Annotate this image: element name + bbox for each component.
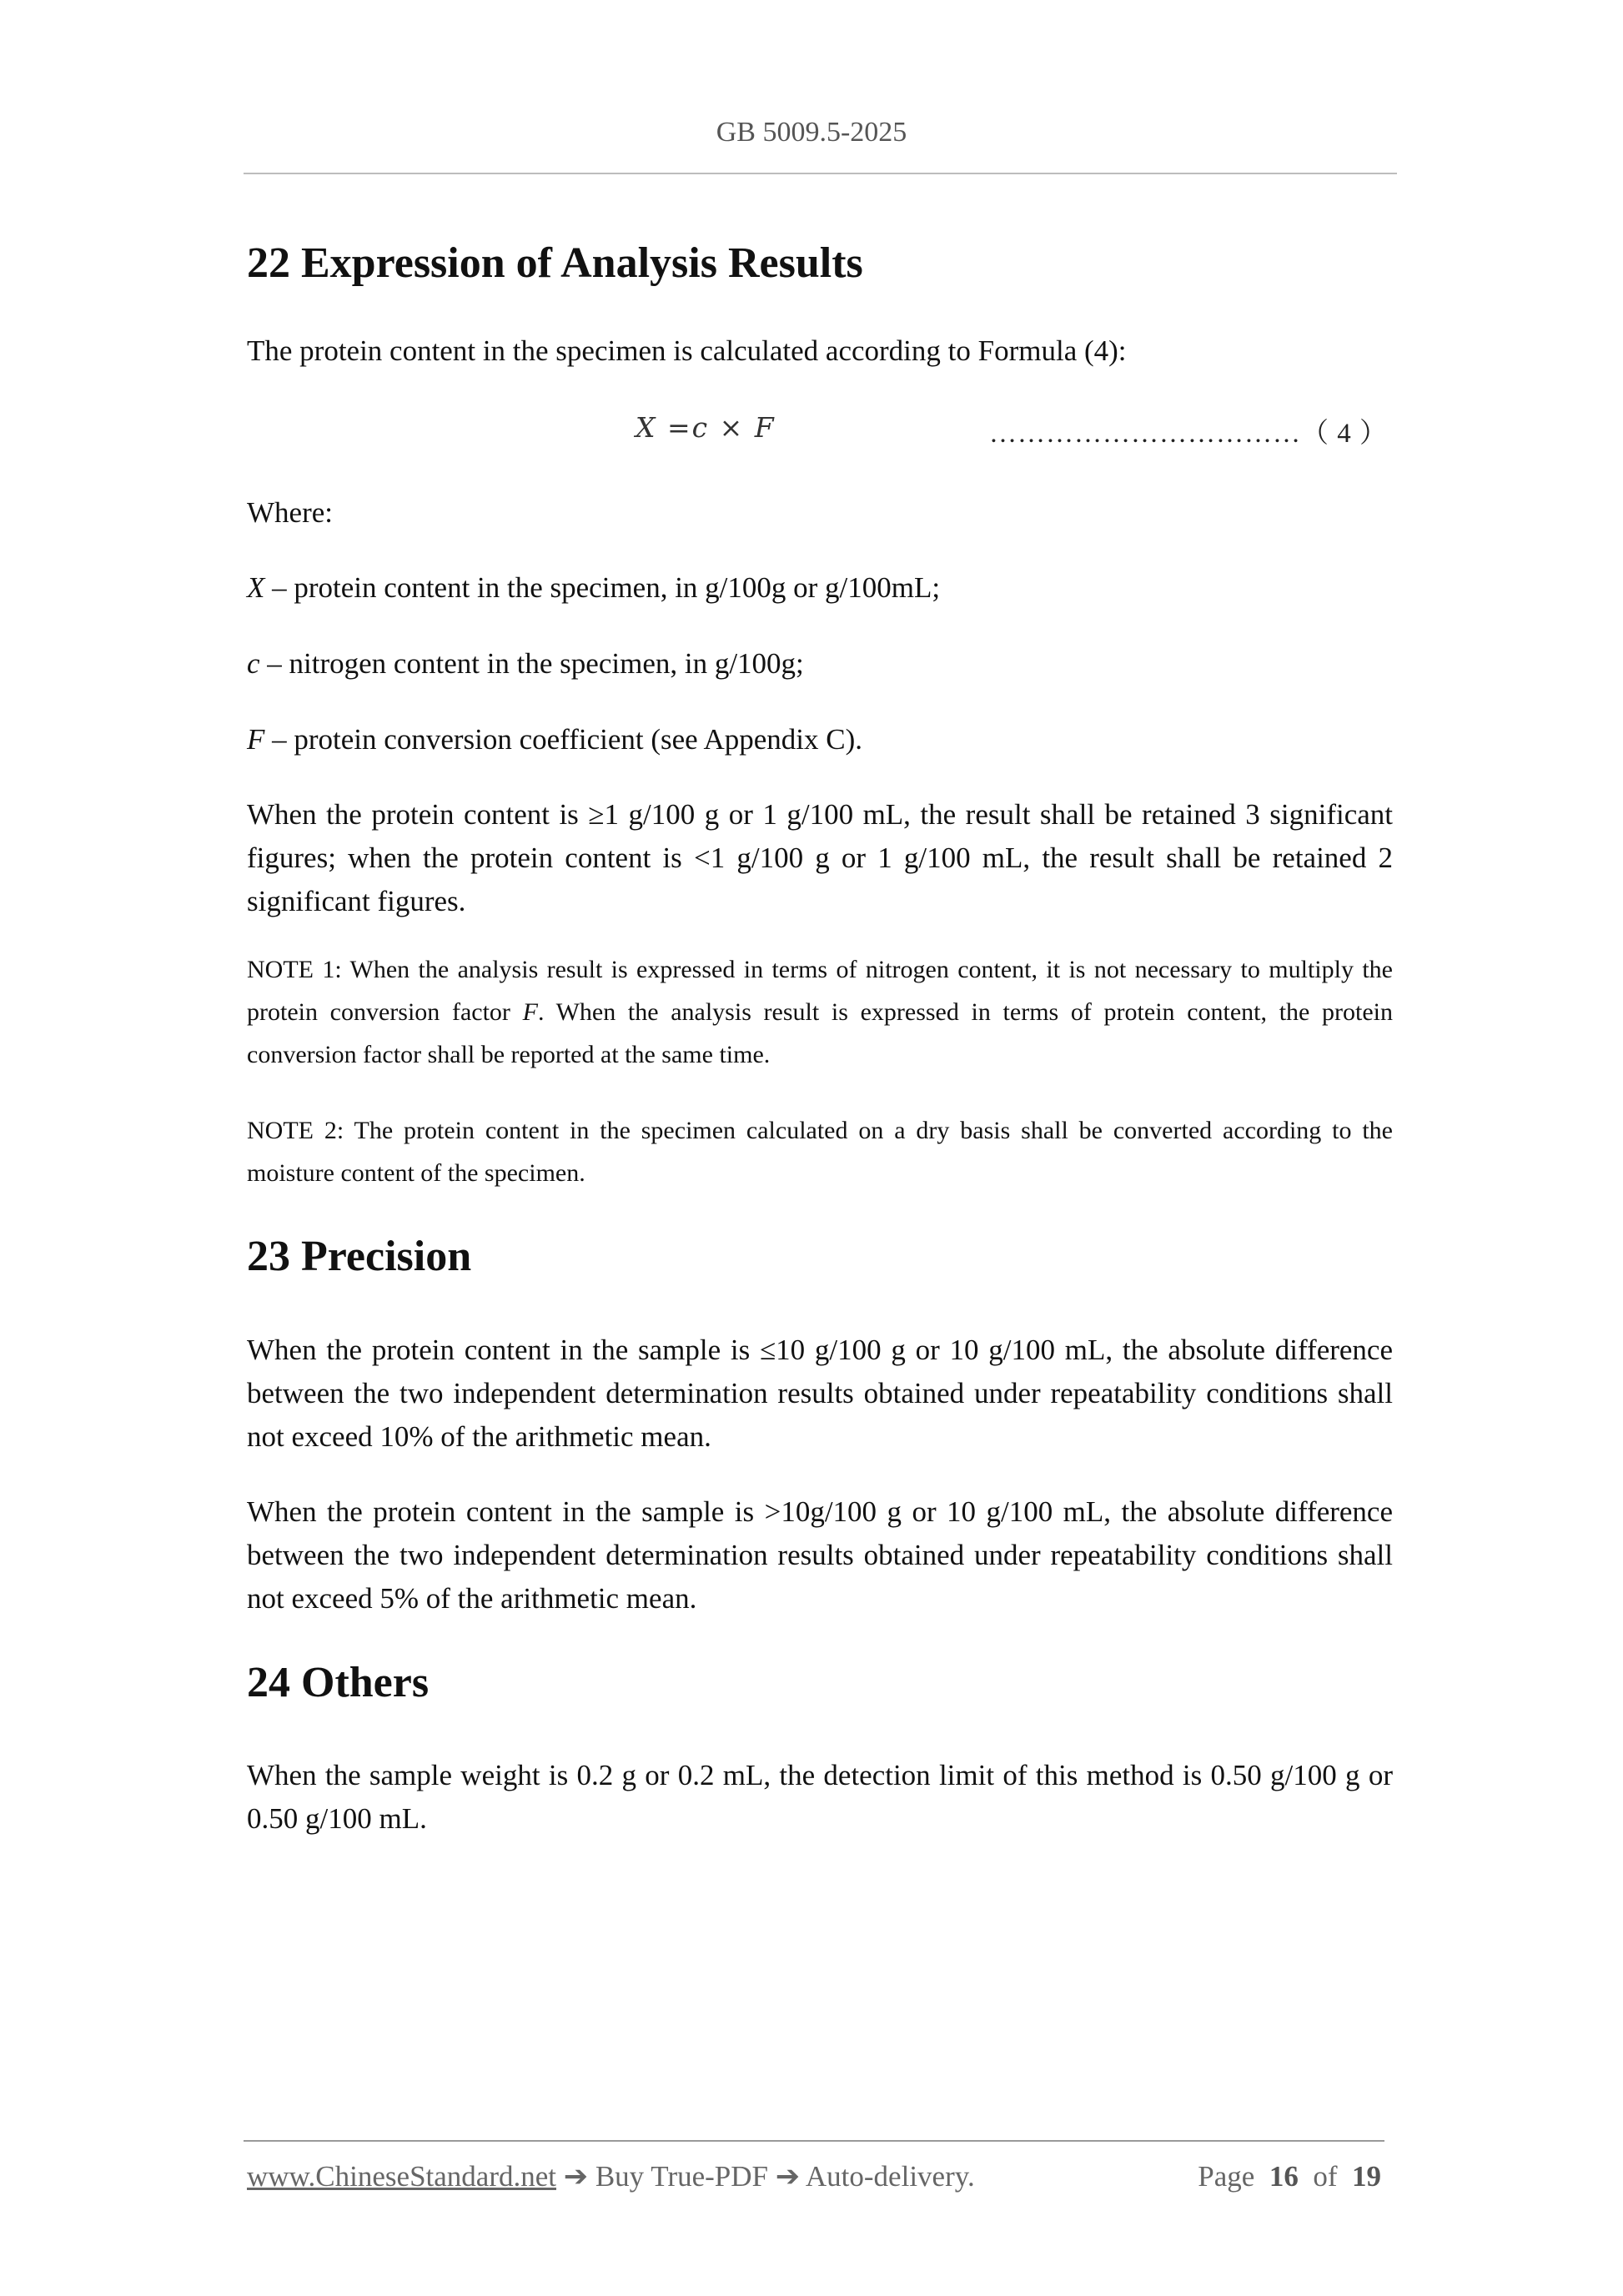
- website-link[interactable]: www.ChineseStandard.net: [247, 2160, 556, 2193]
- page-body: [247, 238, 1393, 1841]
- formula-x: X: [636, 411, 657, 445]
- definition-x: [247, 566, 1393, 610]
- formula-4: [247, 411, 1393, 458]
- definition-f: [247, 718, 1393, 761]
- section-22-heading: 22 Expression of Analysis Results: [247, 239, 863, 287]
- page-label: Page: [1198, 2160, 1255, 2193]
- arrow-right-icon: ➔: [775, 2160, 801, 2193]
- current-page-number: 16: [1269, 2160, 1299, 2193]
- definition-text: – protein content in the specimen, in g/100g or g/100mL;: [264, 571, 941, 605]
- page-footer: [247, 2160, 1381, 2193]
- precision-paragraph-1: When the protein content in the sample is ≤10 g/100 g or 10 g/100 mL, the absolute difference between the two independent determination results obtained under repeatability conditions shall not exceed 10% of the arithmetic mean.: [247, 1333, 1393, 1453]
- formula-equals: =: [667, 411, 692, 445]
- note-1: [247, 948, 1393, 1076]
- formula-f: F: [754, 411, 776, 445]
- section-23-heading: 23 Precision: [247, 1233, 472, 1281]
- formula-times: ×: [719, 411, 745, 445]
- formula-expression: [636, 411, 776, 444]
- formula-intro: The protein content in the specimen is calculated according to Formula (4):: [247, 334, 1127, 368]
- formula-leader-dots: ……………………………: [989, 419, 1301, 450]
- note-1-text-b: . When the analysis result is expressed in terms of protein content, the protein conversion factor shall be reported at the same time.: [247, 998, 1393, 1069]
- header-rule: [244, 173, 1397, 174]
- definition-text: – nitrogen content in the specimen, in g/100g;: [259, 647, 804, 681]
- arrow-right-icon: ➔: [563, 2160, 589, 2193]
- formula-number: [989, 411, 1388, 450]
- where-label: Where:: [247, 496, 333, 530]
- note-1-symbol: F: [522, 998, 538, 1027]
- running-header: GB 5009.5-2025: [716, 117, 907, 148]
- definition-symbol: X: [247, 571, 265, 605]
- significant-figures-paragraph: When the protein content is ≥1 g/100 g or 1 g/100 mL, the result shall be retained 3 significant figures; when the protein content is <1 g/100 g or 1 g/100 mL, the result shall be retained 2 significant figures.: [247, 798, 1393, 918]
- definition-symbol: c: [247, 647, 260, 681]
- buy-true-pdf-text: Buy True-PDF: [595, 2160, 768, 2193]
- definition-symbol: F: [247, 723, 265, 756]
- footer-rule: [244, 2140, 1384, 2142]
- definition-c: [247, 642, 1393, 686]
- auto-delivery-text: Auto-delivery.: [805, 2160, 975, 2193]
- of-label: of: [1313, 2160, 1338, 2193]
- precision-paragraph-2: When the protein content in the sample is >10g/100 g or 10 g/100 mL, the absolute difference between the two independent determination results obtained under repeatability conditions shall not exceed 5% of the arithmetic mean.: [247, 1495, 1393, 1615]
- definition-text: – protein conversion coefficient (see Appendix C).: [264, 723, 863, 756]
- total-pages: 19: [1352, 2160, 1381, 2193]
- note-2: NOTE 2: The protein content in the specimen calculated on a dry basis shall be converted according to the moisture content of the specimen.: [247, 1117, 1393, 1188]
- note-1-text-a: NOTE 1: When the analysis result is expressed in terms of nitrogen content, it is not necessary to multiply the protein conversion factor: [247, 956, 1393, 1027]
- section-24-heading: 24 Others: [247, 1658, 430, 1706]
- detection-limit-paragraph: When the sample weight is 0.2 g or 0.2 mL, the detection limit of this method is 0.50 g/100 g or 0.50 g/100 mL.: [247, 1759, 1393, 1836]
- formula-label: （ 4 ）: [1301, 419, 1388, 450]
- formula-c: c: [691, 411, 710, 445]
- page-indicator: [1198, 2160, 1381, 2193]
